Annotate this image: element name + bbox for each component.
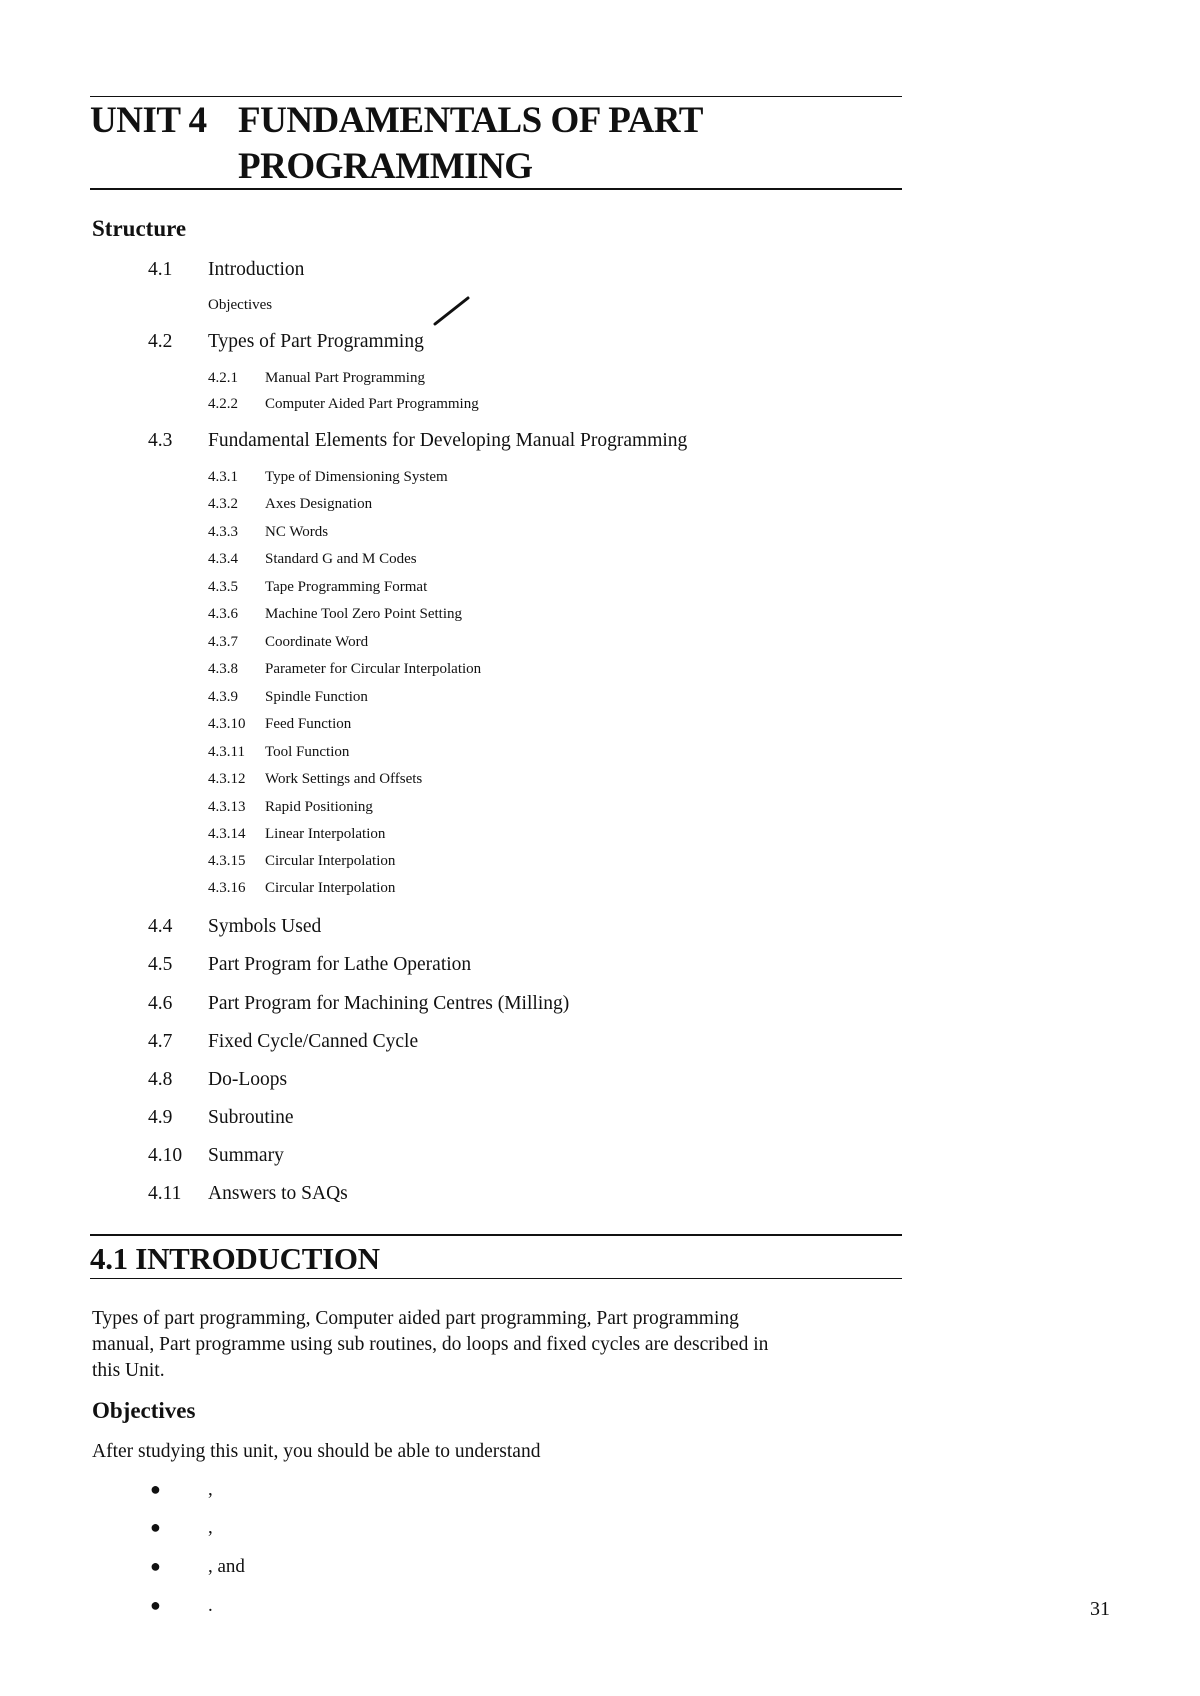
toc-item-number: 4.2 <box>148 331 173 352</box>
title-underline <box>90 188 902 190</box>
toc-subitem <box>0 714 1200 734</box>
toc-item-number: 4.1 <box>148 259 173 280</box>
toc-subitem-number: 4.3.11 <box>208 744 245 760</box>
toc-subitem <box>0 394 1200 414</box>
toc-item <box>0 330 1200 354</box>
toc-subitem-title: Tool Function <box>265 744 350 760</box>
toc-note-text: Objectives <box>208 297 273 313</box>
bullet-icon: ● <box>150 1556 161 1576</box>
toc-subitem-number: 4.3.16 <box>208 880 246 896</box>
toc-subitem-title: Circular Interpolation <box>265 880 396 896</box>
list-item <box>0 1595 1200 1621</box>
toc-subitem-title: Tape Programming Format <box>265 579 428 595</box>
toc-subitem-title: Feed Function <box>265 716 352 732</box>
toc-subitem-number: 4.2.1 <box>208 370 238 386</box>
toc-subitem <box>0 742 1200 762</box>
toc-subitem <box>0 467 1200 487</box>
toc-subitem-title: Axes Designation <box>265 496 373 512</box>
toc-item <box>0 1144 1200 1168</box>
toc-subitem-number: 4.3.4 <box>208 551 238 567</box>
unit-title-line2: PROGRAMMING <box>238 146 533 187</box>
list-item <box>0 1479 1200 1505</box>
toc-item <box>0 915 1200 939</box>
toc-subitem <box>0 522 1200 542</box>
toc-item <box>0 1030 1200 1054</box>
toc-item-title: Answers to SAQs <box>208 1183 348 1204</box>
toc-item-number: 4.10 <box>148 1145 183 1166</box>
unit-number: UNIT 4 <box>90 100 207 141</box>
objectives-heading: Objectives <box>92 1398 196 1423</box>
list-item-text: , <box>208 1517 213 1538</box>
list-item-text: , <box>208 1479 213 1500</box>
toc-subitem <box>0 824 1200 844</box>
toc-note <box>0 295 1200 315</box>
intro-paragraph <box>92 1306 912 1384</box>
toc-subitem-title: Type of Dimensioning System <box>265 469 448 485</box>
toc-item-number: 4.7 <box>148 1031 173 1052</box>
toc-subitem <box>0 632 1200 652</box>
toc-item-number: 4.9 <box>148 1107 173 1128</box>
toc-subitem-number: 4.3.2 <box>208 496 238 512</box>
toc-subitem <box>0 851 1200 871</box>
pen-mark <box>432 294 472 328</box>
toc-item-title: Summary <box>208 1145 284 1166</box>
toc-item <box>0 1106 1200 1130</box>
toc-subitem-title: Manual Part Programming <box>265 370 425 386</box>
toc-subitem <box>0 494 1200 514</box>
toc-subitem-number: 4.2.2 <box>208 396 238 412</box>
top-rule <box>90 96 902 97</box>
unit-title-line1: FUNDAMENTALS OF PART <box>238 100 703 141</box>
toc-item <box>0 992 1200 1016</box>
toc-item-number: 4.5 <box>148 954 173 975</box>
toc-subitem <box>0 769 1200 789</box>
toc-subitem <box>0 368 1200 388</box>
toc-subitem-title: Standard G and M Codes <box>265 551 417 567</box>
intro-paragraph-line: Types of part programming, Computer aided part programming, Part programming <box>92 1308 739 1329</box>
toc-subitem <box>0 577 1200 597</box>
page-number: 31 <box>1090 1598 1110 1620</box>
toc-item-number: 4.8 <box>148 1069 173 1090</box>
toc-item-number: 4.6 <box>148 993 173 1014</box>
toc-subitem-number: 4.3.6 <box>208 606 238 622</box>
toc-item-title: Types of Part Programming <box>208 331 424 352</box>
intro-paragraph-line: manual, Part programme using sub routines, do loops and fixed cycles are described in <box>92 1334 769 1355</box>
toc-item-title: Part Program for Machining Centres (Milling) <box>208 993 570 1014</box>
toc-subitem-title: Parameter for Circular Interpolation <box>265 661 482 677</box>
structure-heading: Structure <box>92 216 187 241</box>
toc-subitem-title: Work Settings and Offsets <box>265 771 423 787</box>
toc-item <box>0 429 1200 453</box>
toc-item-title: Introduction <box>208 259 305 280</box>
toc-subitem <box>0 797 1200 817</box>
list-item-text: , and <box>208 1556 245 1577</box>
toc-subitem-title: Spindle Function <box>265 689 368 705</box>
objectives-lead: After studying this unit, you should be able to understand <box>92 1441 541 1462</box>
toc-subitem-number: 4.3.1 <box>208 469 238 485</box>
toc-subitem-title: NC Words <box>265 524 329 540</box>
list-item-text: . <box>208 1595 213 1616</box>
toc-subitem-number: 4.3.5 <box>208 579 238 595</box>
toc-item-title: Do-Loops <box>208 1069 288 1090</box>
bullet-icon: ● <box>150 1479 161 1499</box>
toc-item <box>0 258 1200 282</box>
list-item <box>0 1556 1200 1582</box>
toc-subitem-number: 4.3.7 <box>208 634 238 650</box>
toc-subitem <box>0 549 1200 569</box>
toc-subitem-title: Linear Interpolation <box>265 826 386 842</box>
toc-item-number: 4.11 <box>148 1183 182 1204</box>
section-heading: 4.1 INTRODUCTION <box>90 1241 380 1276</box>
section-bottom-rule <box>90 1278 902 1279</box>
toc-subitem <box>0 878 1200 898</box>
toc-item-number: 4.3 <box>148 430 173 451</box>
toc-subitem <box>0 659 1200 679</box>
toc-item <box>0 1182 1200 1206</box>
toc-subitem <box>0 604 1200 624</box>
toc-subitem-number: 4.3.3 <box>208 524 238 540</box>
toc-item <box>0 1068 1200 1092</box>
toc-item-title: Fundamental Elements for Developing Manual Programming <box>208 430 688 451</box>
bullet-icon: ● <box>150 1595 161 1615</box>
toc-subitem-number: 4.3.8 <box>208 661 238 677</box>
toc-item <box>0 953 1200 977</box>
toc-item-title: Subroutine <box>208 1107 294 1128</box>
toc-subitem-number: 4.3.14 <box>208 826 246 842</box>
toc-item-title: Part Program for Lathe Operation <box>208 954 472 975</box>
toc-subitem <box>0 687 1200 707</box>
toc-subitem-number: 4.3.9 <box>208 689 238 705</box>
list-item <box>0 1517 1200 1543</box>
bullet-icon: ● <box>150 1517 161 1537</box>
intro-paragraph-line: this Unit. <box>92 1360 165 1381</box>
toc-subitem-number: 4.3.13 <box>208 799 246 815</box>
toc-subitem-title: Machine Tool Zero Point Setting <box>265 606 462 622</box>
toc-subitem-number: 4.3.10 <box>208 716 246 732</box>
toc-subitem-number: 4.3.15 <box>208 853 246 869</box>
toc-subitem-title: Rapid Positioning <box>265 799 373 815</box>
toc-subitem-title: Circular Interpolation <box>265 853 396 869</box>
toc-subitem-title: Coordinate Word <box>265 634 369 650</box>
toc-subitem-title: Computer Aided Part Programming <box>265 396 479 412</box>
section-top-rule <box>90 1234 902 1236</box>
toc-item-title: Fixed Cycle/Canned Cycle <box>208 1031 419 1052</box>
toc-item-title: Symbols Used <box>208 916 322 937</box>
toc-item-number: 4.4 <box>148 916 173 937</box>
toc-subitem-number: 4.3.12 <box>208 771 246 787</box>
unit-title <box>90 98 703 187</box>
